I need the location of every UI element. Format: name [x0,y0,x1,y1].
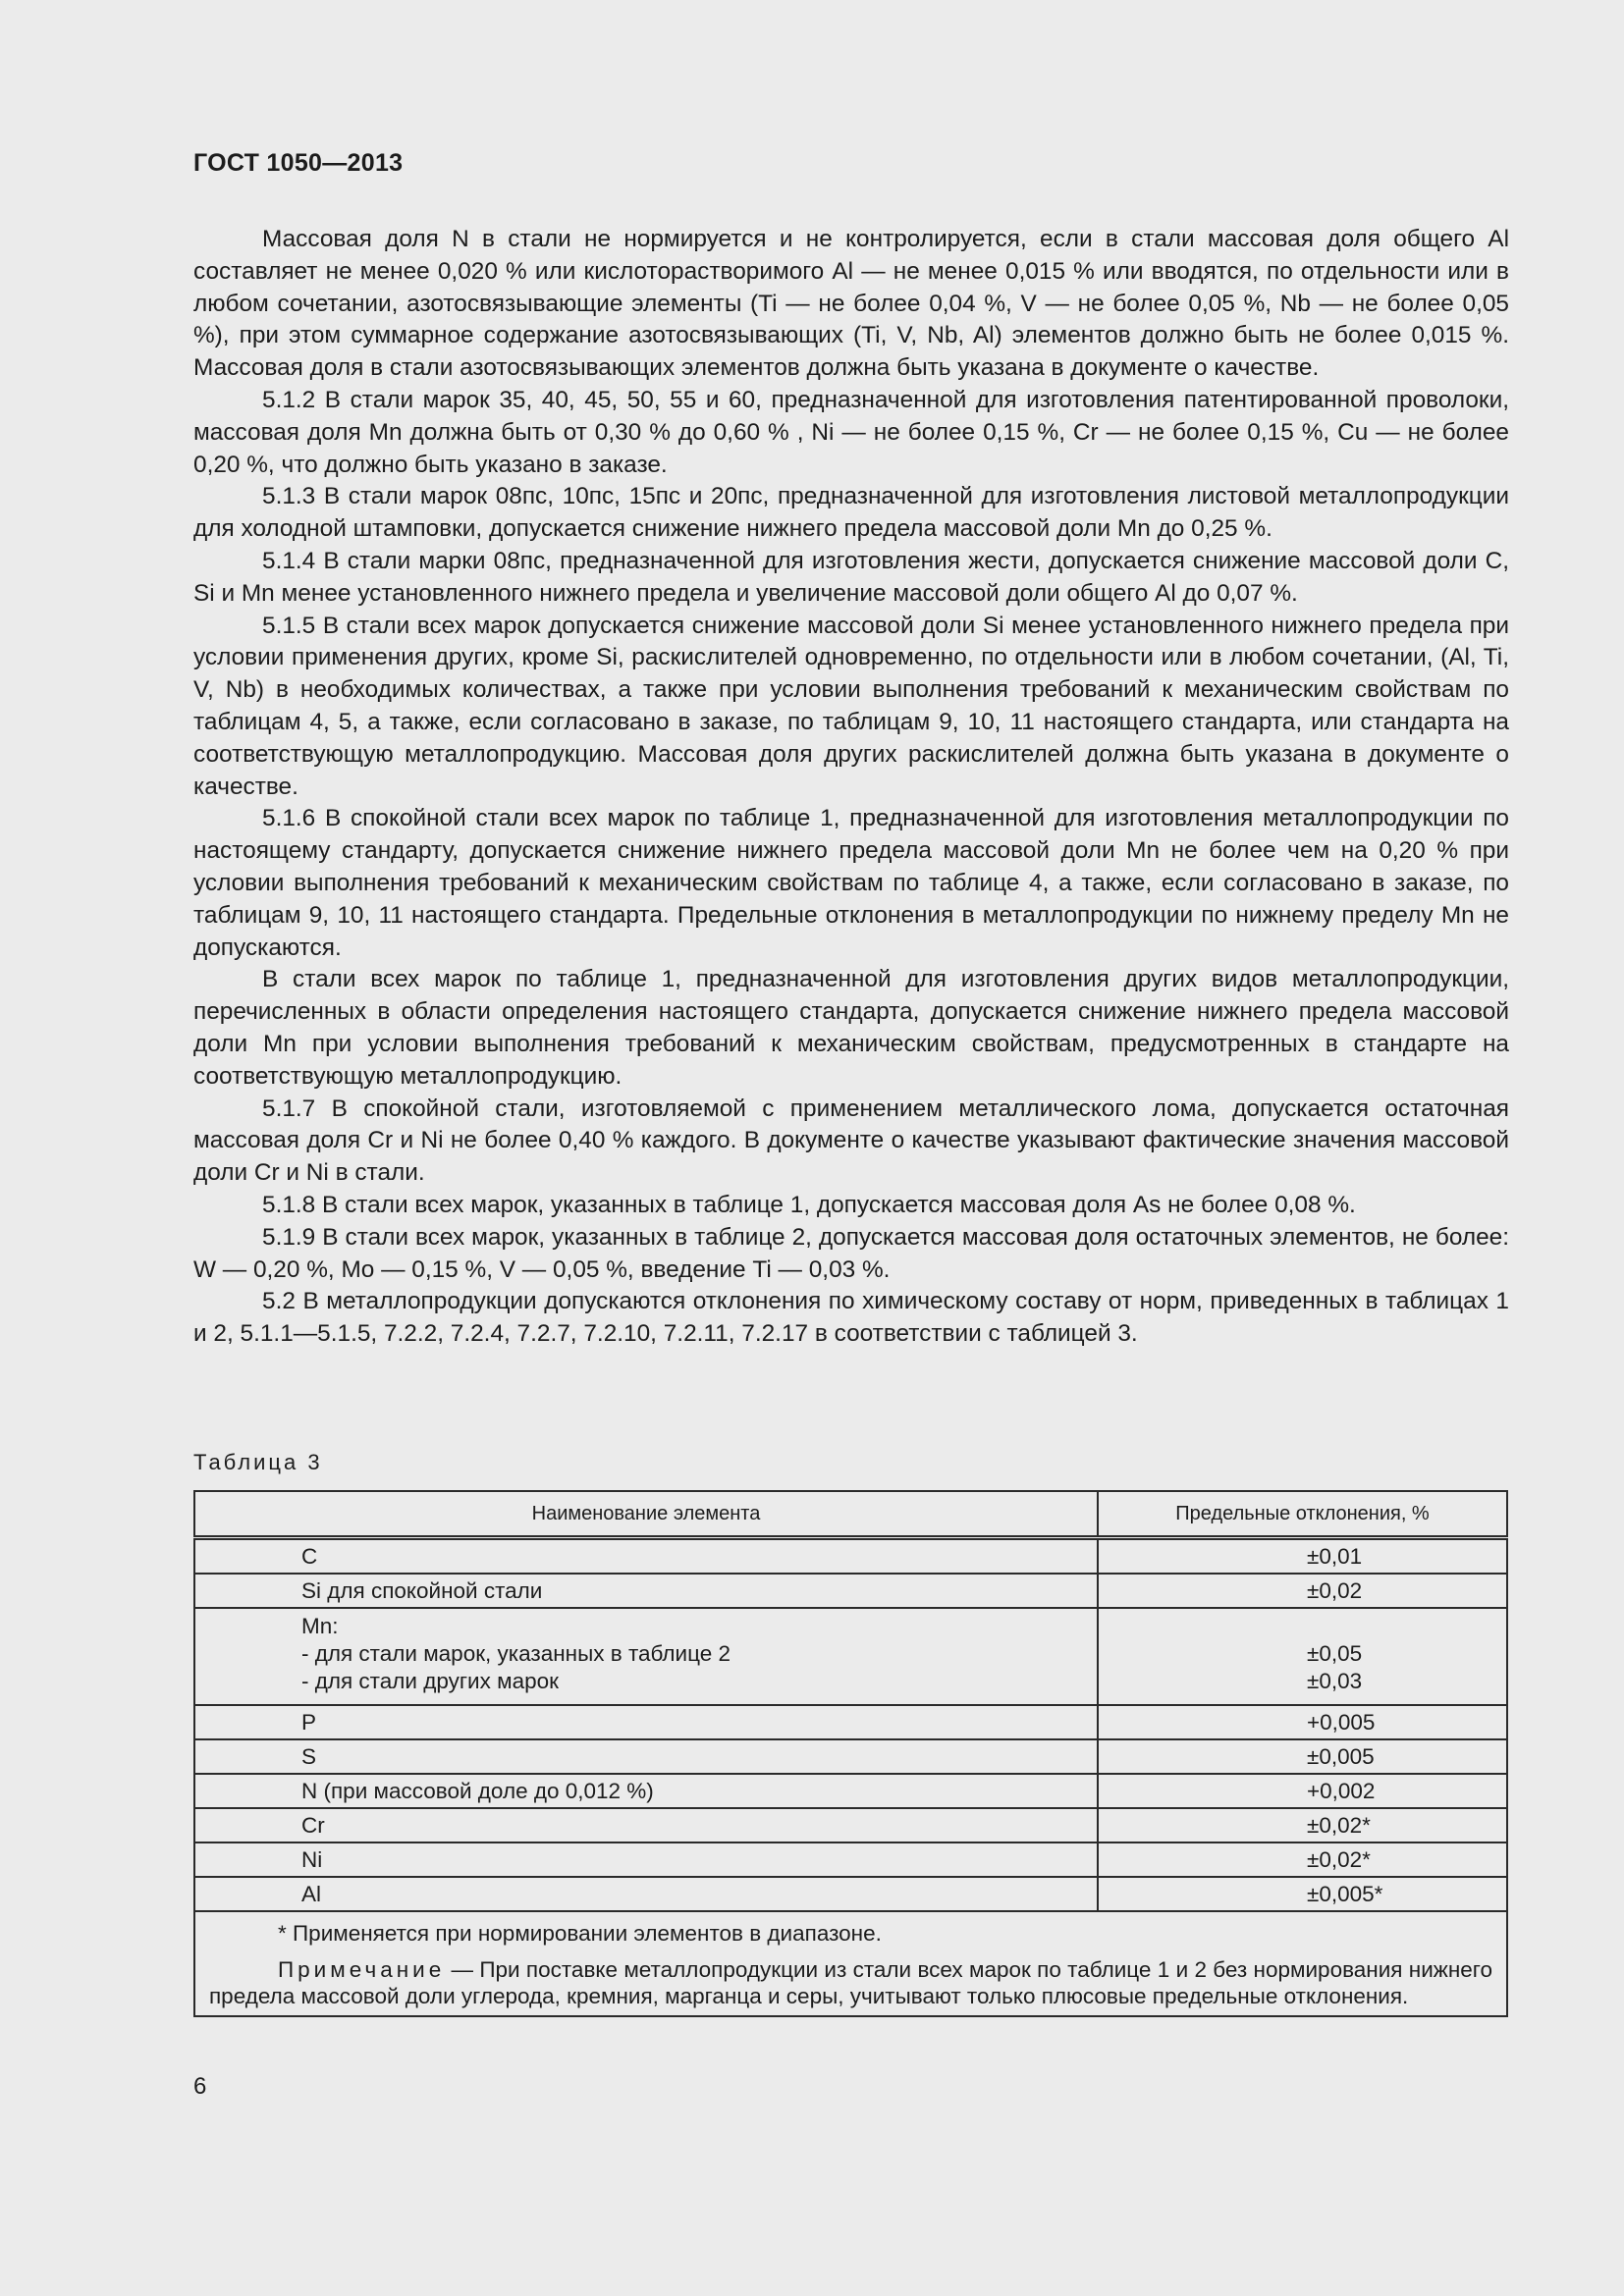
table-row [194,1774,1507,1808]
deviation-value: ±0,02* [1098,1808,1507,1842]
table-row [194,1842,1507,1877]
paragraph-5-1-2: 5.1.2 В стали марок 35, 40, 45, 50, 55 и 60, предназначенной для изготовления патентированной проволоки, массовая доля Mn должна быть от 0,30 % до 0,60 % , Ni — не более 0,15 %, Cr — не более 0,15 %, Cu — не более 0,20 %, что должно быть указано в заказе. [193,386,1509,478]
deviation-value: ±0,02* [1098,1842,1507,1877]
element-name: Al [194,1877,1098,1911]
table-footnote: * Применяется при нормировании элементов в диапазоне. [278,1921,882,1946]
deviation-value: +0,005 [1098,1705,1507,1739]
element-name: Si для спокойной стали [194,1574,1098,1608]
table-row [194,1877,1507,1911]
paragraph-5-1-9: 5.1.9 В стали всех марок, указанных в таблице 2, допускается массовая доля остаточных элементов, не более: W — 0,20 %, Mo — 0,15 %, V — 0,05 %, введение Ti — 0,03 %. [193,1223,1509,1283]
element-name-mn [194,1608,1098,1705]
table-footer [194,1911,1507,2016]
element-name: S [194,1739,1098,1774]
table-row [194,1705,1507,1739]
table-footer-row [194,1911,1507,2016]
column-header-deviation: Предельные отклонения, % [1098,1491,1507,1538]
deviation-value: ±0,005* [1098,1877,1507,1911]
table-row [194,1538,1507,1575]
table-caption: Таблица 3 [193,1450,323,1474]
paragraph: В стали всех марок по таблице 1, предназначенной для изготовления других видов металлопродукции, перечисленных в области определения настоящего стандарта, допускается снижение нижнего предела массовой доли Mn при условии выполнения требований к механическим свойствам, предусмотренных в стандарте на соответствующую металлопродукцию. [193,966,1509,1090]
deviation-values-mn [1098,1608,1507,1705]
deviation-value: ±0,03 [1307,1669,1363,1693]
deviation-value: ±0,01 [1098,1538,1507,1575]
deviation-value: ±0,005 [1098,1739,1507,1774]
note-text: — При поставке металлопродукции из стали всех марок по таблице 1 и 2 без нормирования нижнего предела массовой доли углерода, кремния, марганца и серы, учитывают только плюсовые предельные отклонения. [209,1957,1492,2008]
element-name: N (при массовой доле до 0,012 %) [194,1774,1098,1808]
document-header: ГОСТ 1050—2013 [193,149,404,177]
paragraph: Массовая доля N в стали не нормируется и не контролируется, если в стали массовая доля общего Al составляет не менее 0,020 % или кислоторастворимого Al — не менее 0,015 % или вводятся, по отдельности или в любом сочетании, азотосвязывающие элементы (Ti — не более 0,04 %, V — не более 0,05 %, Nb — не более 0,05 %), при этом суммарное содержание азотосвязывающих (Ti, V, Nb, Al) элементов должно быть не более 0,015 %. Массовая доля в стали азотосвязывающих элементов должна быть указана в документе о качестве. [193,226,1509,382]
deviation-value: ±0,05 [1307,1641,1363,1666]
paragraph-5-1-3: 5.1.3 В стали марок 08пс, 10пс, 15пс и 20пс, предназначенной для изготовления листовой металлопродукции для холодной штамповки, допускается снижение нижнего предела массовой доли Mn до 0,25 %. [193,483,1509,543]
table-row [194,1739,1507,1774]
element-name: P [194,1705,1098,1739]
element-name: Cr [194,1808,1098,1842]
table-row [194,1808,1507,1842]
page-number: 6 [193,2073,207,2100]
table-note [209,1956,1492,2009]
table-row [194,1574,1507,1608]
element-name: Mn: [301,1614,339,1638]
table-3 [193,1490,1508,2017]
note-label: Примечание [278,1957,446,1982]
paragraph-5-1-7: 5.1.7 В спокойной стали, изготовляемой с применением металлического лома, допускается остаточная массовая доля Cr и Ni не более 0,40 % каждого. В документе о качестве указывают фактические значения массовой доли Cr и Ni в стали. [193,1095,1509,1187]
paragraph-5-2: 5.2 В металлопродукции допускаются отклонения по химическому составу от норм, приведенных в таблицах 1 и 2, 5.1.1—5.1.5, 7.2.2, 7.2.4, 7.2.7, 7.2.10, 7.2.11, 7.2.17 в соответствии с таблицей 3. [193,1288,1509,1348]
element-subitem: - для стали марок, указанных в таблице 2 [301,1641,731,1666]
paragraph-5-1-8: 5.1.8 В стали всех марок, указанных в таблице 1, допускается массовая доля As не более 0,08 %. [262,1191,1356,1218]
paragraph-5-1-5: 5.1.5 В стали всех марок допускается снижение массовой доли Si менее установленного нижнего предела при условии применения других, кроме Si, раскислителей одновременно, по отдельности или в любом сочетании, (Al, Ti, V, Nb) в необходимых количествах, а также при условии выполнения требований к механическим свойствам по таблицам 4, 5, а также, если согласовано в заказе, по таблицам 9, 10, 11 настоящего стандарта, или стандарта на соответствующую металлопродукцию. Массовая доля других раскислителей должна быть указана в документе о качестве. [193,612,1509,800]
paragraph-5-1-4: 5.1.4 В стали марки 08пс, предназначенной для изготовления жести, допускается снижение массовой доли C, Si и Mn менее установленного нижнего предела и увеличение массовой доли общего Al до 0,07 %. [193,547,1509,607]
element-name: Ni [194,1842,1098,1877]
spacer [1307,1613,1506,1640]
deviation-value: ±0,02 [1098,1574,1507,1608]
table-row [194,1608,1507,1705]
element-subitem: - для стали других марок [301,1669,559,1693]
deviation-value: +0,002 [1098,1774,1507,1808]
element-name: C [194,1538,1098,1575]
body-text [193,224,1509,1351]
paragraph-5-1-6: 5.1.6 В спокойной стали всех марок по таблице 1, предназначенной для изготовления металлопродукции по настоящему стандарту, допускается снижение нижнего предела массовой доли Mn не более чем на 0,20 % при условии выполнения требований к механическим свойствам по таблице 4, а также, если согласовано в заказе, по таблицам 9, 10, 11 настоящего стандарта. Предельные отклонения в металлопродукции по нижнему пределу Mn не допускаются. [193,805,1509,961]
table-header-row [194,1491,1507,1538]
column-header-element: Наименование элемента [194,1491,1098,1538]
